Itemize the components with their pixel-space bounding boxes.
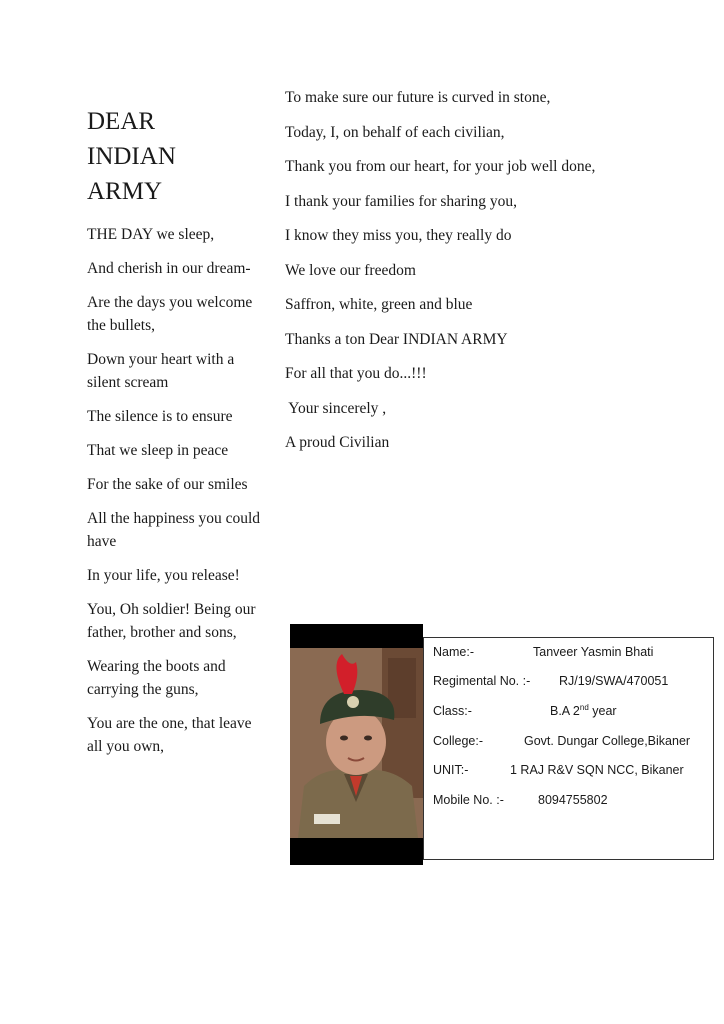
- mobile-label: Mobile No. :-: [433, 793, 504, 807]
- poem-line: Your sincerely ,: [285, 399, 387, 417]
- class-value-sup: nd: [579, 702, 589, 712]
- cadet-portrait-image: [290, 624, 423, 865]
- name-label: Name:-: [433, 645, 474, 659]
- college-label: College:-: [433, 734, 484, 748]
- regimental-label: Regimental No. :-: [433, 674, 531, 688]
- unit-value: 1 RAJ R&V SQN NCC, Bikaner: [510, 763, 684, 777]
- author-details-box: [423, 637, 714, 860]
- stanza-line: Down your heart with a silent scream: [87, 351, 235, 391]
- class-label: Class:-: [433, 704, 472, 718]
- stanza-line: And cherish in our dream-: [87, 260, 251, 277]
- regimental-value: RJ/19/SWA/470051: [559, 674, 669, 688]
- poem-line: Today, I, on behalf of each civilian,: [285, 123, 505, 141]
- mobile-value: 8094755802: [538, 793, 608, 807]
- poem-title: [87, 104, 257, 209]
- class-value-main: B.A 2: [550, 704, 580, 718]
- stanza-line: All the happiness you could have: [87, 510, 261, 550]
- stanza-line: That we sleep in peace: [87, 442, 229, 459]
- name-value: Tanveer Yasmin Bhati: [533, 645, 654, 659]
- title-line: INDIAN: [87, 143, 176, 170]
- poem-left-column: [87, 223, 262, 769]
- stanza-line: The silence is to ensure: [87, 408, 233, 425]
- poem-line: Thanks a ton Dear INDIAN ARMY: [285, 330, 508, 348]
- poem-line: To make sure our future is curved in stone,: [285, 89, 551, 106]
- poem-right-column: [285, 86, 705, 466]
- college-value: Govt. Dungar College,Bikaner: [524, 734, 691, 748]
- stanza-line: THE DAY we sleep,: [87, 226, 215, 243]
- stanza-line: Are the days you welcome the bullets,: [87, 294, 253, 334]
- stanza-line: Wearing the boots and carrying the guns,: [87, 658, 226, 698]
- unit-label: UNIT:-: [433, 763, 469, 777]
- poem-line: I know they miss you, they really do: [285, 227, 512, 244]
- poem-line: A proud Civilian: [285, 434, 390, 451]
- poem-line: Saffron, white, green and blue: [285, 296, 473, 313]
- class-value-tail: year: [588, 704, 617, 718]
- stanza-line: In your life, you release!: [87, 567, 240, 584]
- stanza-line: You are the one, that leave all you own,: [87, 715, 252, 755]
- poem-line: For all that you do...!!!: [285, 365, 427, 382]
- poem-line: I thank your families for sharing you,: [285, 192, 518, 210]
- stanza-line: For the sake of our smiles: [87, 476, 248, 493]
- class-value: [550, 702, 617, 720]
- title-line: ARMY: [87, 178, 163, 205]
- stanza-line: You, Oh soldier! Being our father, brother and sons,: [87, 601, 256, 641]
- poem-line: We love our freedom: [285, 261, 416, 279]
- poem-line: Thank you from our heart, for your job well done,: [285, 158, 596, 175]
- author-photo: [290, 624, 423, 865]
- title-line: DEAR: [87, 108, 156, 135]
